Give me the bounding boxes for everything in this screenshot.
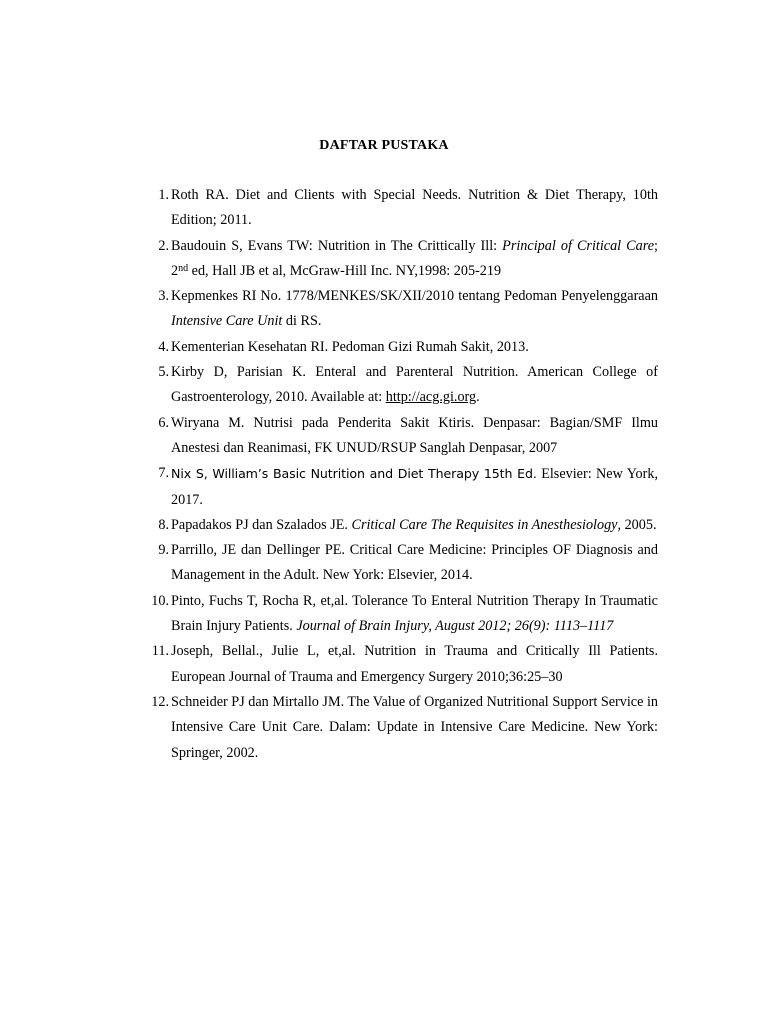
reference-list bbox=[141, 183, 658, 766]
reference-text bbox=[171, 183, 658, 234]
reference-item bbox=[141, 411, 658, 462]
reference-link[interactable]: http://acg.gi.org bbox=[385, 389, 477, 406]
reference-item bbox=[141, 538, 658, 589]
reference-item bbox=[141, 360, 658, 411]
reference-number: 7. bbox=[158, 465, 169, 482]
reference-text-segment: Critical Care The Requisites in Anesthesiology bbox=[351, 516, 618, 533]
reference-item bbox=[141, 690, 658, 766]
reference-text-segment: Elsevier: New York, 2017. bbox=[171, 466, 658, 508]
reference-number: 12. bbox=[151, 693, 169, 710]
reference-number: 2. bbox=[158, 237, 169, 254]
reference-item bbox=[141, 335, 658, 360]
reference-number: 4. bbox=[158, 338, 169, 355]
reference-text bbox=[171, 589, 658, 640]
reference-text-segment: Joseph, Bellal., Julie L, et,al. Nutrition in Trauma and Critically Ill Patients. European Journal of Trauma and Emergency Surgery 2010;36:25–30 bbox=[171, 643, 658, 685]
reference-text-segment: nd bbox=[178, 262, 189, 274]
reference-text-segment: Kepmenkes RI No. 1778/MENKES/SK/XII/2010 tentang Pedoman Penyelenggaraan bbox=[171, 288, 658, 305]
reference-text bbox=[171, 284, 658, 335]
reference-text-segment: Principal of Critical Care bbox=[502, 237, 655, 254]
reference-text-segment: Baudouin S, Evans TW: Nutrition in The Crittically Ill: bbox=[171, 237, 503, 254]
reference-text-segment: ; 2 bbox=[171, 237, 658, 279]
reference-item bbox=[141, 589, 658, 640]
reference-number: 1. bbox=[158, 187, 169, 203]
reference-item bbox=[141, 513, 658, 538]
reference-text-segment: Nix S, William’s Basic Nutrition and Diet Therapy 15th Ed. bbox=[171, 466, 537, 482]
reference-text bbox=[171, 538, 658, 589]
reference-text-segment: Kementerian Kesehatan RI. Pedoman Gizi Rumah Sakit, 2013. bbox=[171, 338, 529, 355]
reference-text bbox=[171, 360, 658, 411]
reference-text bbox=[171, 411, 658, 462]
reference-text-segment: di RS. bbox=[282, 313, 322, 330]
reference-text bbox=[171, 461, 658, 513]
reference-number: 11. bbox=[151, 643, 169, 660]
reference-number: 9. bbox=[158, 542, 169, 559]
reference-number: 6. bbox=[158, 414, 169, 431]
reference-text-segment: Wiryana M. Nutrisi pada Penderita Sakit Ktiris. Denpasar: Bagian/SMF Ilmu Anestesi dan Reanimasi, FK UNUD/RSUP Sanglah Denpasar, 2007 bbox=[171, 414, 658, 456]
reference-text bbox=[171, 690, 658, 766]
reference-number: 3. bbox=[158, 288, 169, 305]
reference-text-segment: ed, Hall JB et al, McGraw-Hill Inc. NY,1998: 205-219 bbox=[188, 262, 502, 279]
reference-text-segment: Journal of Brain Injury, August 2012; 26(9): 1113–1117 bbox=[296, 618, 614, 635]
page-title: DAFTAR PUSTAKA bbox=[319, 138, 449, 153]
reference-item bbox=[141, 284, 658, 335]
reference-text-segment: Schneider PJ dan Mirtallo JM. The Value of Organized Nutritional Support Service in Intensive Care Unit Care. Dalam: Update in Intensive Care Medicine. New York: Springer, 2002. bbox=[171, 693, 658, 761]
reference-text bbox=[171, 335, 658, 360]
reference-number: 5. bbox=[158, 364, 169, 381]
reference-text-segment: . bbox=[476, 389, 480, 406]
reference-text bbox=[171, 234, 658, 285]
reference-item bbox=[141, 461, 658, 513]
reference-text-segment: Parrillo, JE dan Dellinger PE. Critical Care Medicine: Principles OF Diagnosis and Management in the Adult. New York: Elsevier, 2014. bbox=[171, 542, 658, 584]
reference-text-segment: Kirby D, Parisian K. Enteral and Parenteral Nutrition. American College of Gastroenterology, 2010. Available at: bbox=[171, 364, 658, 406]
reference-text-segment: , 2005. bbox=[617, 516, 657, 533]
reference-item bbox=[141, 234, 658, 285]
reference-number: 8. bbox=[158, 516, 169, 533]
reference-text-segment: Pinto, Fuchs T, Rocha R, et,al. Tolerance To Enteral Nutrition Therapy In Traumatic Brain Injury Patients. bbox=[171, 592, 658, 635]
reference-text bbox=[171, 639, 658, 690]
reference-item bbox=[141, 183, 658, 234]
reference-item bbox=[141, 639, 658, 690]
reference-text bbox=[171, 513, 658, 538]
reference-text-segment: Papadakos PJ dan Szalados JE. bbox=[171, 516, 352, 533]
reference-number: 10. bbox=[151, 592, 169, 609]
reference-text-segment: Roth RA. Diet and Clients with Special Needs. Nutrition & Diet Therapy, 10th Edition; 2011. bbox=[171, 187, 658, 229]
reference-text-segment: Intensive Care Unit bbox=[171, 313, 283, 330]
